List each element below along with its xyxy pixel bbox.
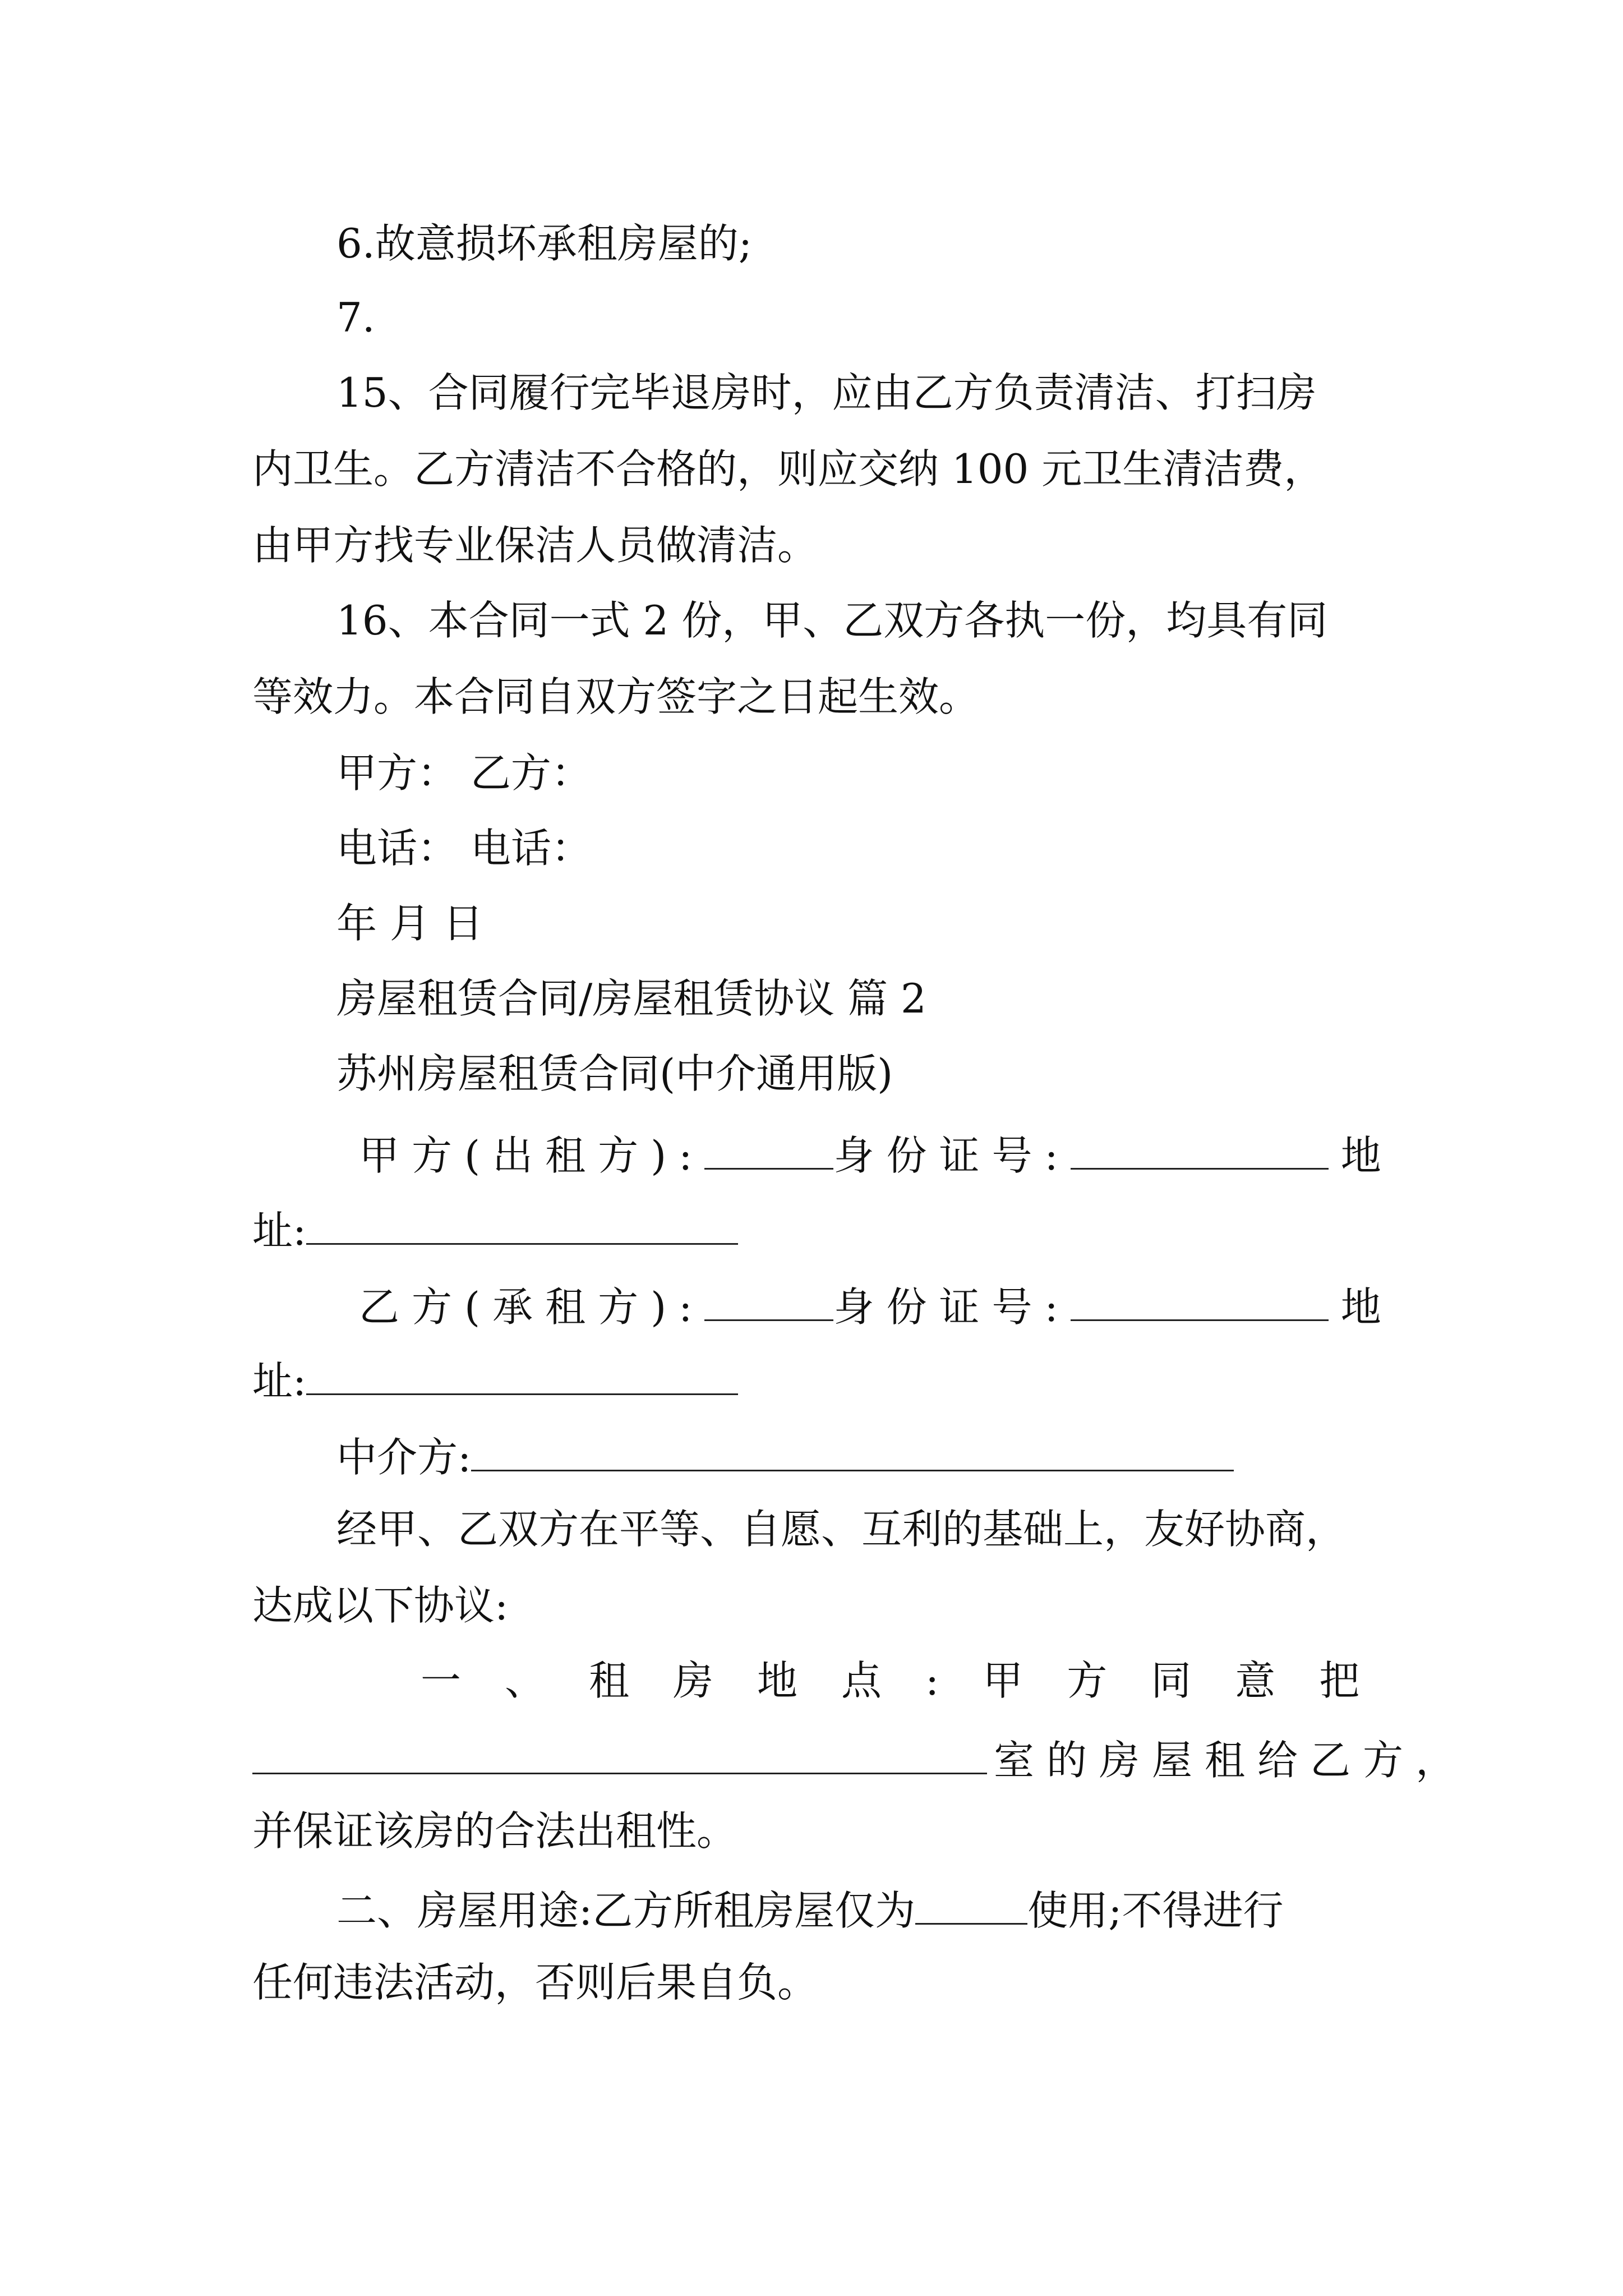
text-line: 15、合同履行完毕退房时，应由乙方负责清洁、打扫房 (336, 369, 1317, 416)
party-a-address-line (252, 1207, 738, 1254)
party-a-id-blank (1071, 1132, 1329, 1170)
signature-line: 甲方： 乙方： (336, 749, 592, 797)
clause-2-end: 任何违法活动，否则后果自负。 (252, 1959, 818, 2006)
text-line: 6.故意损坏承租房屋的; (336, 220, 752, 267)
clause-1-location-blank (252, 1737, 987, 1774)
clause-2-usage-blank (915, 1887, 1027, 1925)
text-line: 等效力。本合同自双方签字之日起生效。 (252, 673, 980, 720)
party-a-line (359, 1132, 1381, 1179)
party-b-address-line (252, 1358, 738, 1405)
party-b-id-blank (1071, 1283, 1329, 1321)
party-b-address-prefix: 地 (1340, 1283, 1381, 1331)
date-line: 年 月 日 (336, 900, 483, 947)
contract-title: 苏州房屋租赁合同(中介通用版) (336, 1050, 893, 1097)
clause-1-heading: 一、租房地点:甲方同意把 (421, 1657, 1404, 1704)
clause-1-line (252, 1737, 1469, 1784)
intro-line: 经甲、乙双方在平等、自愿、互利的基础上，友好协商， (336, 1506, 1347, 1553)
party-b-address-suffix: 址: (252, 1358, 307, 1405)
phone-line: 电话： 电话： (336, 825, 592, 872)
clause-2-head: 二、房屋用途:乙方所租房屋仅为 (336, 1887, 916, 1934)
clause-2-tail: 使用;不得进行 (1027, 1887, 1284, 1934)
intro-line: 达成以下协议: (252, 1582, 509, 1629)
party-b-id-label: 身份证号: (833, 1283, 1071, 1331)
text-line: 16、本合同一式 2 份，甲、乙双方各执一份，均具有同 (336, 597, 1328, 644)
party-b-line (359, 1283, 1381, 1331)
party-a-address-blank (306, 1207, 738, 1245)
section-title: 房屋租赁合同/房屋租赁协议 篇 2 (336, 975, 926, 1022)
agent-line (336, 1434, 1234, 1481)
party-a-id-label: 身份证号: (833, 1132, 1071, 1179)
party-a-address-suffix: 址: (252, 1207, 307, 1254)
party-b-name-blank (704, 1283, 833, 1321)
clause-2-line (336, 1887, 1284, 1934)
party-b-label: 乙方(承租方): (359, 1283, 705, 1331)
text-line: 由甲方找专业保洁人员做清洁。 (252, 522, 818, 569)
agent-blank (471, 1434, 1234, 1471)
party-a-address-prefix: 地 (1340, 1132, 1381, 1179)
party-a-name-blank (704, 1132, 833, 1170)
text-line: 7. (336, 294, 375, 341)
party-b-address-blank (306, 1358, 738, 1395)
clause-1-tail: 室的房屋租给乙方， (994, 1737, 1469, 1784)
party-a-label: 甲方(出租方): (359, 1132, 705, 1179)
clause-1-end: 并保证该房的合法出租性。 (252, 1807, 737, 1855)
text-line: 内卫生。乙方清洁不合格的，则应交纳 100 元卫生清洁费， (252, 445, 1325, 493)
agent-label: 中介方: (336, 1434, 472, 1481)
